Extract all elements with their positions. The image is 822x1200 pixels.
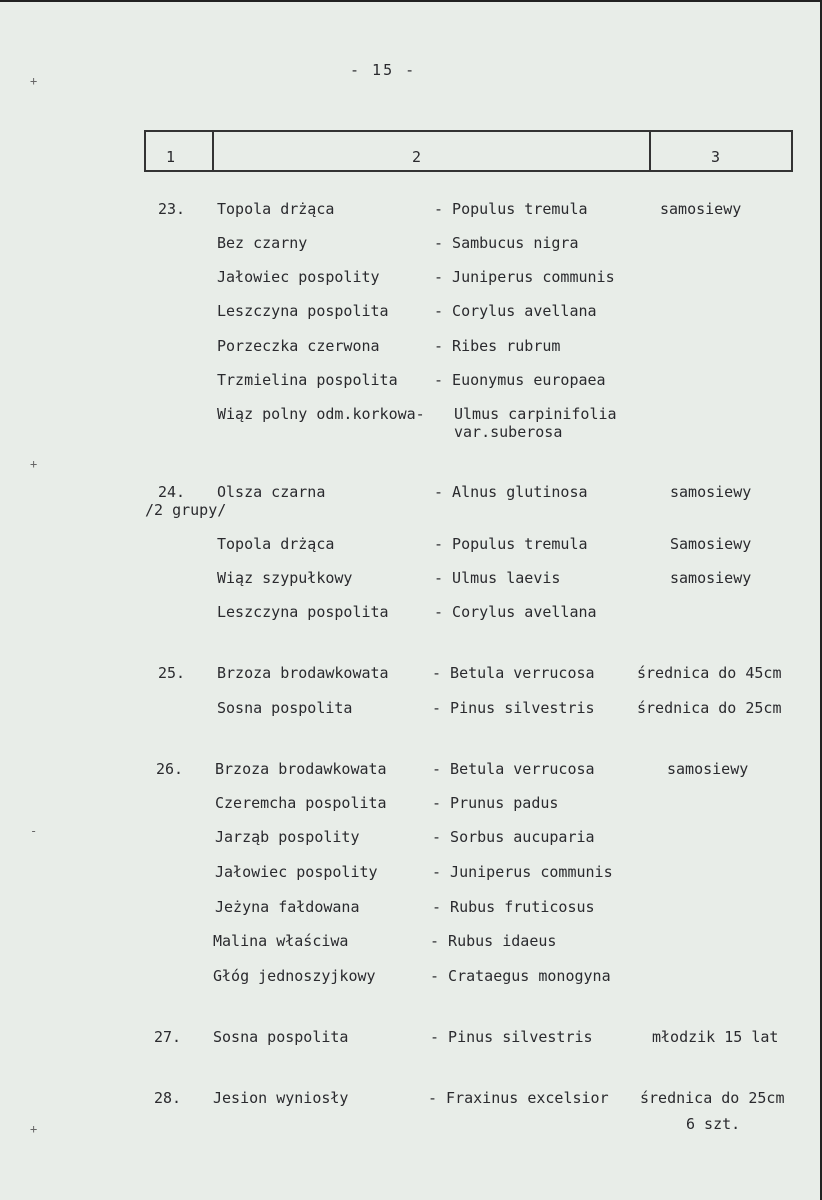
polish-name: Brzoza brodawkowata [215, 760, 387, 778]
entry-number: 24. [158, 483, 186, 501]
polish-name: Topola drżąca [217, 200, 335, 218]
latin-name: - Corylus avellana [434, 302, 597, 320]
column-header-table [144, 130, 793, 172]
polish-name: Wiąz polny odm.korkowa- [217, 405, 425, 423]
entry-number: 27. [154, 1028, 182, 1046]
header-cell-3 [651, 132, 791, 170]
header-label-3: 3 [711, 148, 721, 166]
latin-name: - Prunus padus [432, 794, 559, 812]
polish-name: Sosna pospolita [217, 699, 353, 717]
note: młodzik 15 lat [652, 1028, 779, 1046]
latin-name: - Alnus glutinosa [434, 483, 588, 501]
entry-number: 26. [156, 760, 184, 778]
group-note: /2 grupy/ [145, 501, 227, 519]
polish-name: Głóg jednoszyjkowy [213, 967, 376, 985]
latin-name: - Pinus silvestris [430, 1028, 593, 1046]
note: średnica do 25cm [640, 1089, 785, 1107]
latin-name: - Pinus silvestris [432, 699, 595, 717]
polish-name: Wiąz szypułkowy [217, 569, 353, 587]
note: średnica do 45cm [637, 664, 782, 682]
latin-variety: var.suberosa [454, 423, 563, 441]
header-cell-1 [146, 132, 214, 170]
latin-name: - Fraxinus excelsior [428, 1089, 609, 1107]
note: samosiewy [667, 760, 749, 778]
punch-mark: + [30, 1122, 38, 1136]
punch-mark: - [30, 824, 38, 838]
latin-name: - Euonymus europaea [434, 371, 606, 389]
latin-name: - Juniperus communis [432, 863, 613, 881]
entry-number: 28. [154, 1089, 182, 1107]
latin-name: - Rubus idaeus [430, 932, 557, 950]
polish-name: Porzeczka czerwona [217, 337, 380, 355]
latin-name: - Populus tremula [434, 535, 588, 553]
header-label-2: 2 [412, 148, 422, 166]
polish-name: Olsza czarna [217, 483, 326, 501]
punch-mark: + [30, 457, 38, 471]
note: samosiewy [670, 483, 752, 501]
latin-name: - Juniperus communis [434, 268, 615, 286]
note-count: 6 szt. [686, 1115, 741, 1133]
polish-name: Leszczyna pospolita [217, 603, 389, 621]
entry-number: 25. [158, 664, 186, 682]
latin-name: - Ulmus laevis [434, 569, 561, 587]
polish-name: Topola drżąca [217, 535, 335, 553]
latin-name: Ulmus carpinifolia [454, 405, 617, 423]
header-cell-2 [212, 132, 651, 170]
polish-name: Jarząb pospolity [215, 828, 360, 846]
note: Samosiewy [670, 535, 752, 553]
header-label-1: 1 [166, 148, 176, 166]
polish-name: Jałowiec pospolity [215, 863, 378, 881]
note: średnica do 25cm [637, 699, 782, 717]
latin-name: - Betula verrucosa [432, 664, 595, 682]
latin-name: - Sorbus aucuparia [432, 828, 595, 846]
polish-name: Jałowiec pospolity [217, 268, 380, 286]
polish-name: Trzmielina pospolita [217, 371, 398, 389]
page-number: - 15 - [350, 61, 417, 79]
latin-name: - Populus tremula [434, 200, 588, 218]
polish-name: Jesion wyniosły [213, 1089, 349, 1107]
polish-name: Malina właściwa [213, 932, 349, 950]
latin-name: - Betula verrucosa [432, 760, 595, 778]
note: samosiewy [670, 569, 752, 587]
polish-name: Jeżyna fałdowana [215, 898, 360, 916]
latin-name: - Crataegus monogyna [430, 967, 611, 985]
note: samosiewy [660, 200, 742, 218]
latin-name: - Sambucus nigra [434, 234, 579, 252]
polish-name: Leszczyna pospolita [217, 302, 389, 320]
latin-name: - Rubus fruticosus [432, 898, 595, 916]
polish-name: Sosna pospolita [213, 1028, 349, 1046]
latin-name: - Ribes rubrum [434, 337, 561, 355]
entry-number: 23. [158, 200, 186, 218]
polish-name: Czeremcha pospolita [215, 794, 387, 812]
punch-mark: + [30, 74, 38, 88]
latin-name: - Corylus avellana [434, 603, 597, 621]
polish-name: Brzoza brodawkowata [217, 664, 389, 682]
polish-name: Bez czarny [217, 234, 308, 252]
